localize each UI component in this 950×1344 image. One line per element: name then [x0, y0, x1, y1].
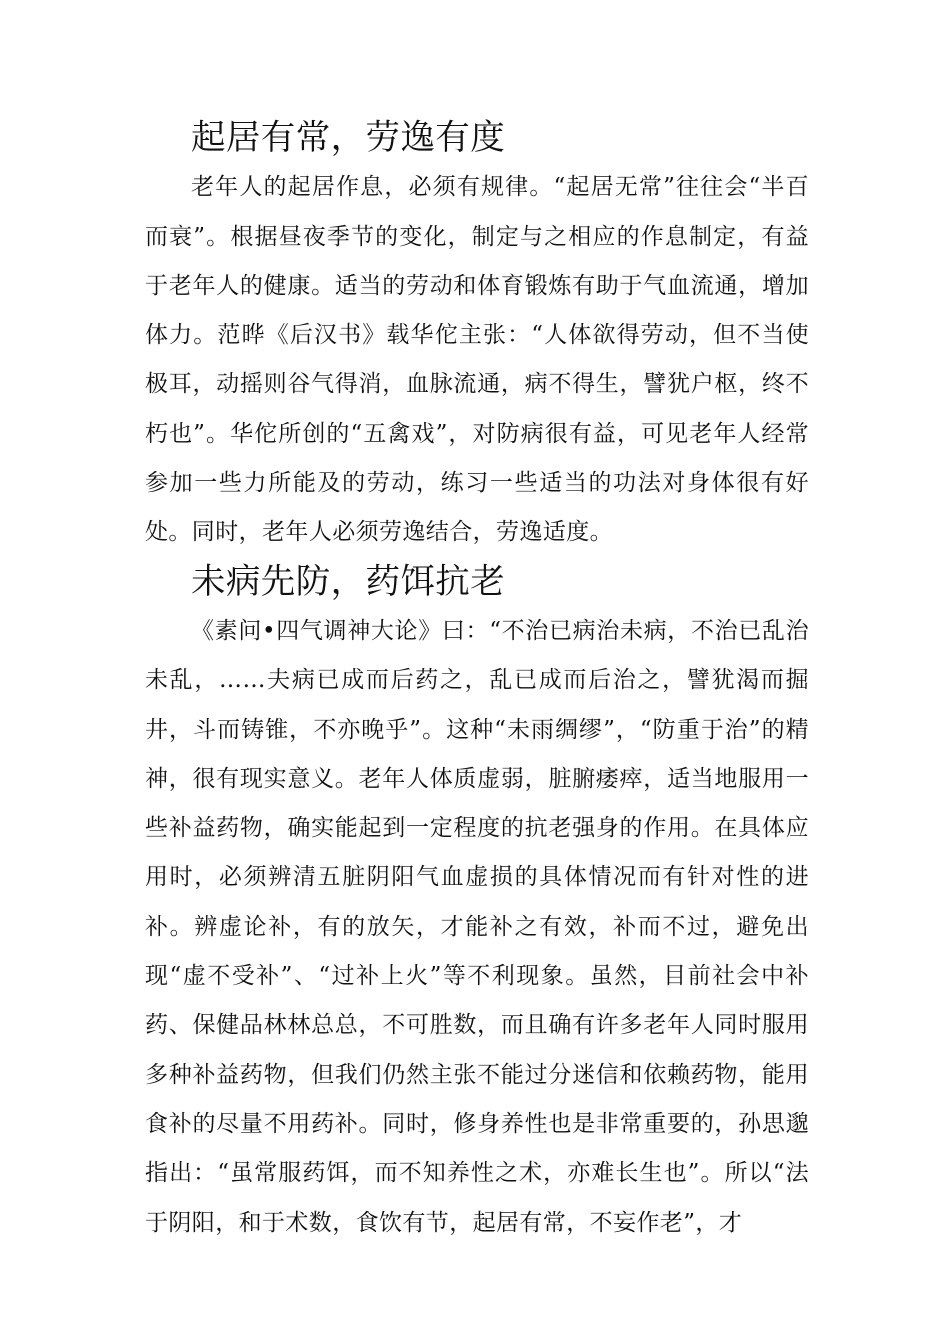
- section-heading-daily-routine: 起居有常，劳逸有度: [191, 118, 506, 158]
- document-page: [145, 114, 809, 1248]
- section-paragraph-daily-routine: 老年人的起居作息，必须有规律。“起居无常”往往会“半百而衰”。根据昼夜季节的变化，制定与之相应的作息制定，有益于老年人的健康。适当的劳动和体育锻炼有助于气血流通，增加体力。范晔《后汉书》载华佗主张：“人体欲得劳动，但不当使极耳，动摇则谷气得消，血脉流通，病不得生，譬犹户枢，终不朽也”。华佗所创的“五禽戏”，对防病很有益，可见老年人经常参加一些力所能及的劳动，练习一些适当的功法对身体很有好处。同时，老年人必须劳逸结合，劳逸适度。: [145, 174, 809, 546]
- section-paragraph-prevention: 《素问•四气调神大论》曰：“不治已病治未病，不治已乱治未乱，……夫病已成而后药之，乱已成而后治之，譬犹渴而掘井，斗而铸锥，不亦晚乎”。这种“未雨绸缪”，“防重于治”的精神，很有现实意义。老年人体质虚弱，脏腑痿瘁，适当地服用一些补益药物，确实能起到一定程度的抗老强身的作用。在具体应用时，必须辨清五脏阴阳气血虚损的具体情况而有针对性的进补。辨虚论补，有的放矢，才能补之有效，补而不过，避免出现“虚不受补”、“过补上火”等不利现象。虽然，目前社会中补药、保健品林林总总，不可胜数，而且确有许多老年人同时服用多种补益药物，但我们仍然主张不能过分迷信和依赖药物，能用食补的尽量不用药补。同时，修身养性也是非常重要的，孙思邈指出：“虽常服药饵，而不知养性之术，亦难长生也”。所以“法于阴阳，和于术数，食饮有节，起居有常，不妄作老”，才: [145, 617, 809, 1236]
- section-heading-prevention: 未病先防，药饵抗老: [191, 561, 506, 602]
